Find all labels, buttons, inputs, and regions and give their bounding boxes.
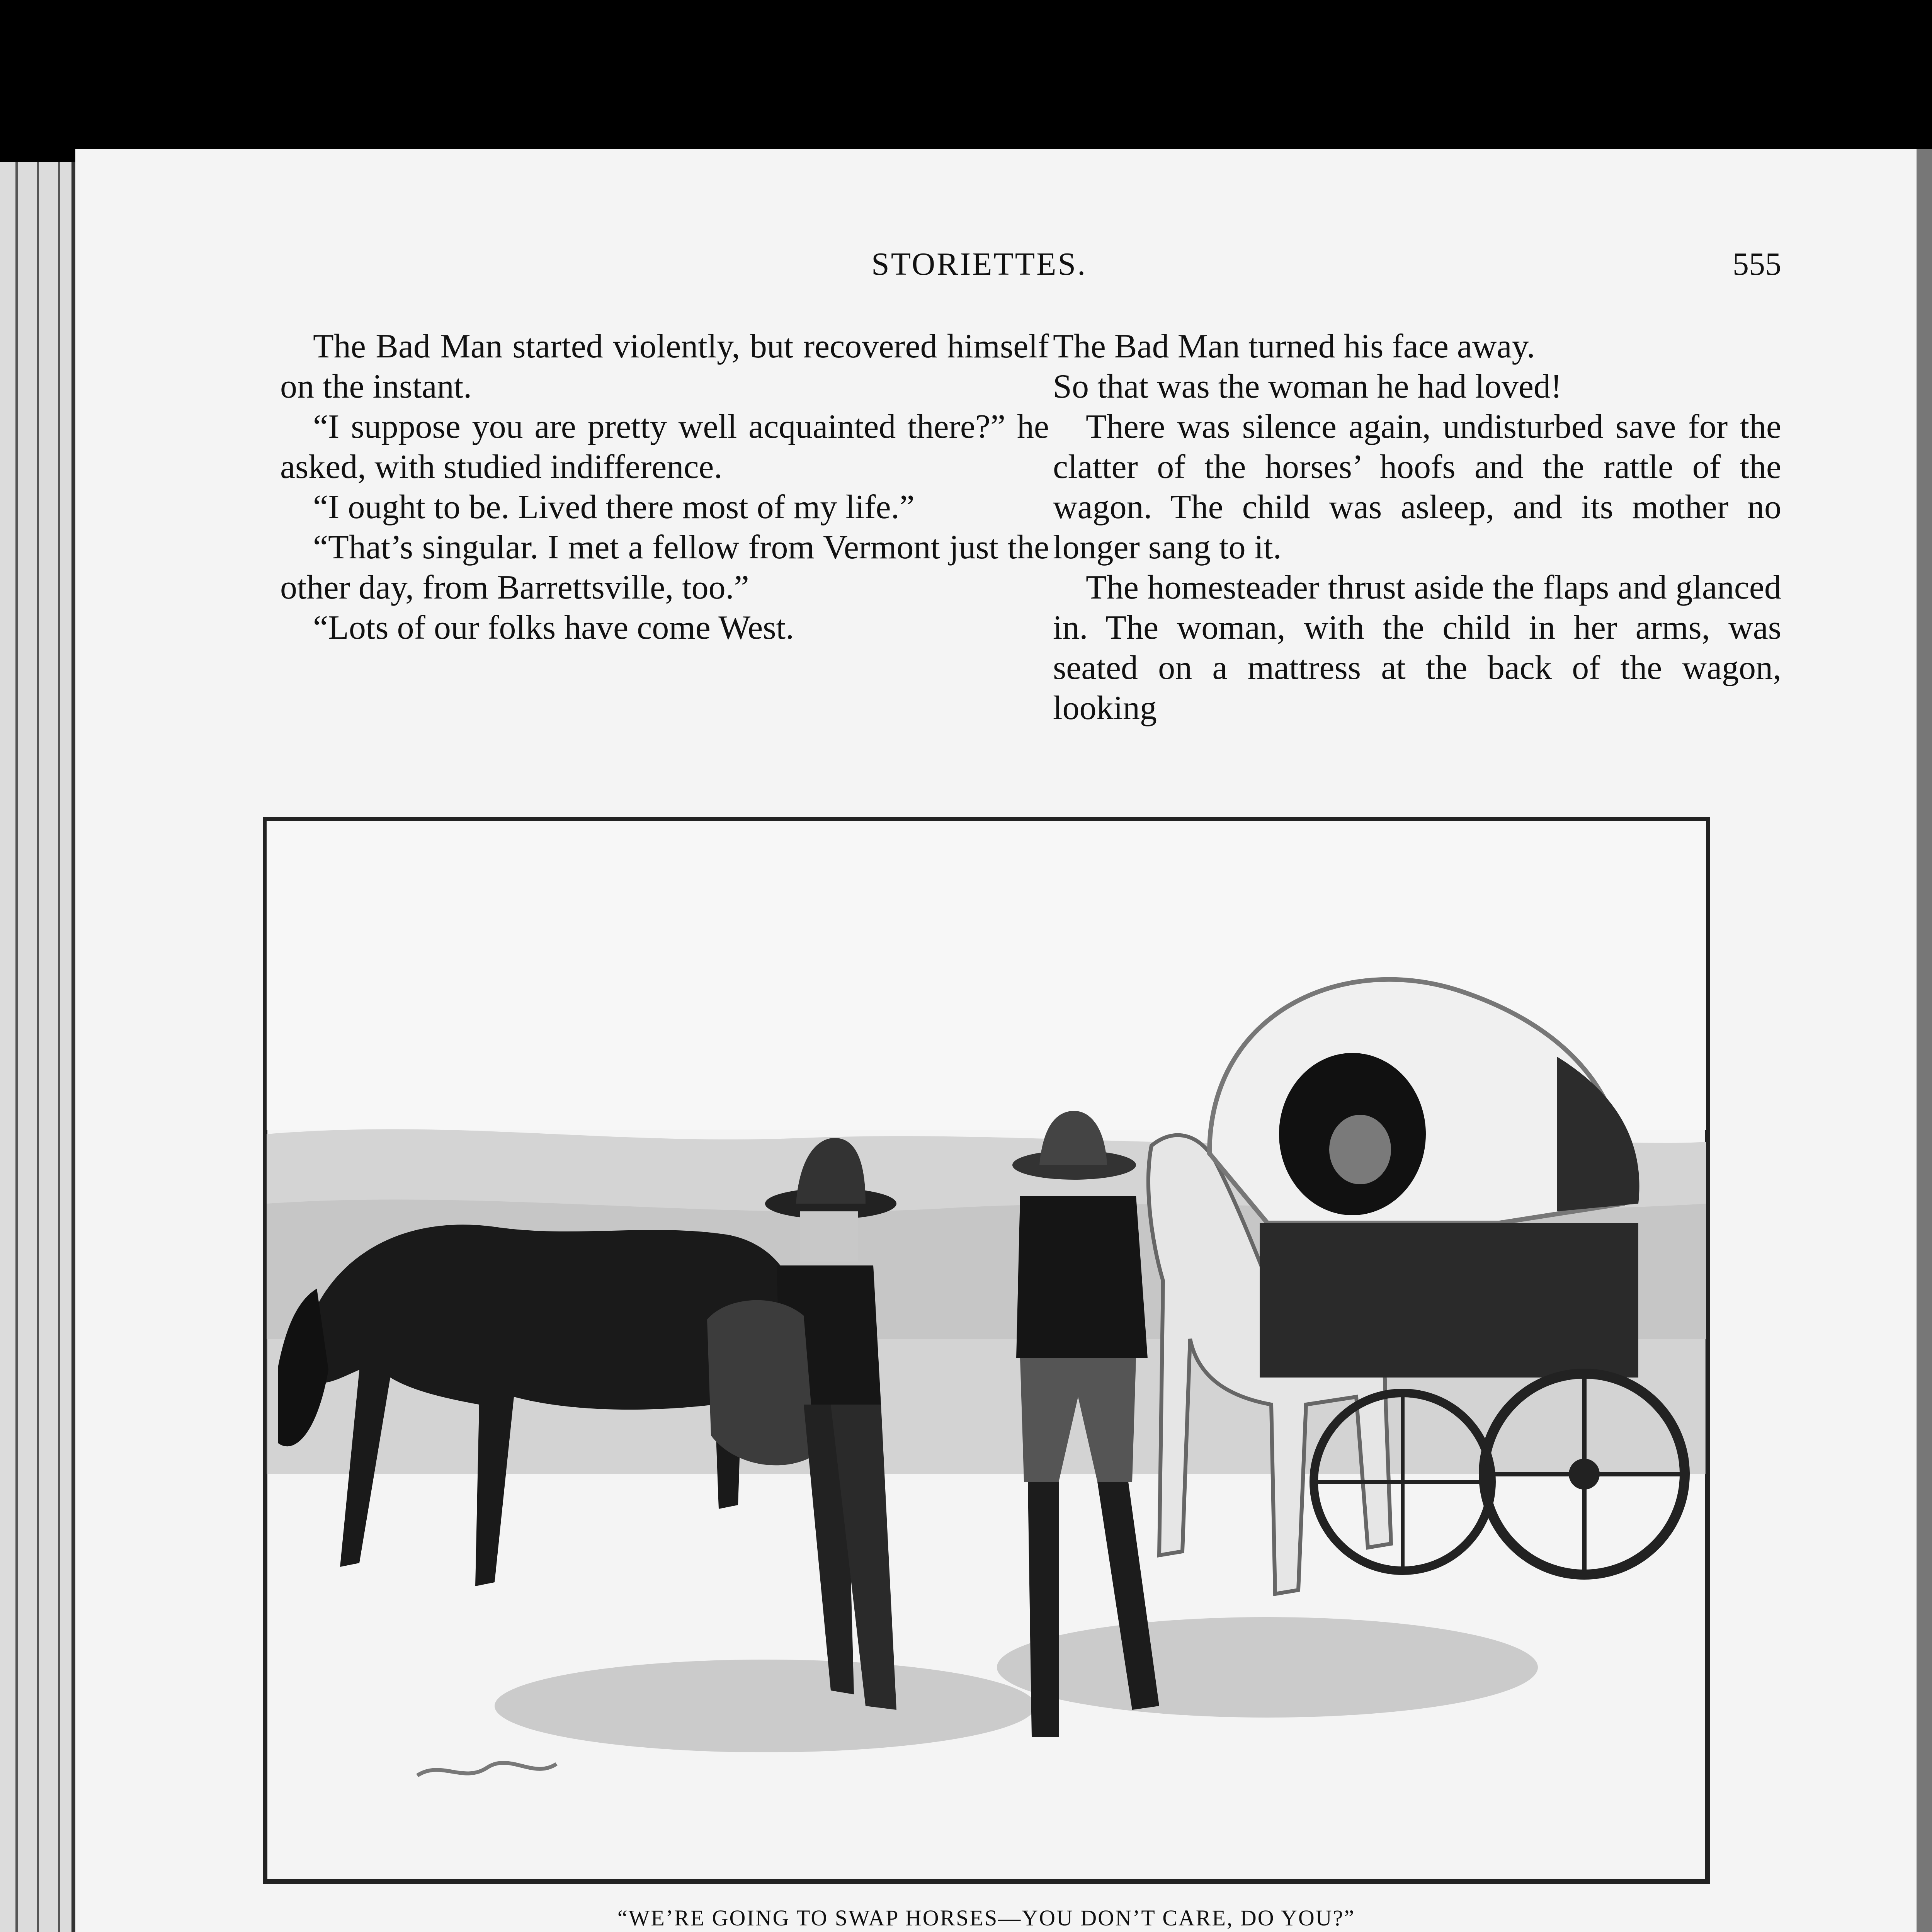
wagon-illustration — [263, 817, 1710, 1884]
page-number: 555 — [1733, 246, 1781, 282]
running-head: STORIETTES. — [871, 246, 1087, 282]
text-column-top-right — [1053, 327, 1781, 728]
paragraph: The Bad Man turned his face away. — [1053, 328, 1535, 365]
paragraph: “I ought to be. Lived there most of my life.” — [313, 488, 915, 526]
page-edge-shadow — [1917, 149, 1932, 1932]
paragraph: The homesteader thrust aside the flaps and glanced in. The woman, with the child in her arms, was seated on a mattress at the back of the wagon, looking — [1053, 569, 1781, 727]
paragraph: So that was the woman he had loved! — [1053, 368, 1562, 405]
previous-page-edge — [0, 162, 75, 1932]
paragraph: “That’s singular. I met a fellow from Vermont just the other day, from Barrettsville, too.” — [280, 529, 1049, 606]
paragraph: The Bad Man started violently, but recovered himself on the instant. — [280, 328, 1049, 405]
book-page — [75, 149, 1917, 1932]
paragraph: There was silence again, undisturbed save for the clatter of the horses’ hoofs and the rattle of the wagon. The child was asleep, and its mother no longer sang to it. — [1053, 408, 1781, 566]
paragraph: “Lots of our folks have come West. — [313, 609, 794, 646]
text-column-top-left — [280, 327, 1049, 648]
illustration-caption: “WE’RE GOING TO SWAP HORSES—YOU DON’T CARE, DO YOU?” — [617, 1905, 1355, 1930]
paragraph: “I suppose you are pretty well acquainted there?” he asked, with studied indifference. — [280, 408, 1049, 486]
